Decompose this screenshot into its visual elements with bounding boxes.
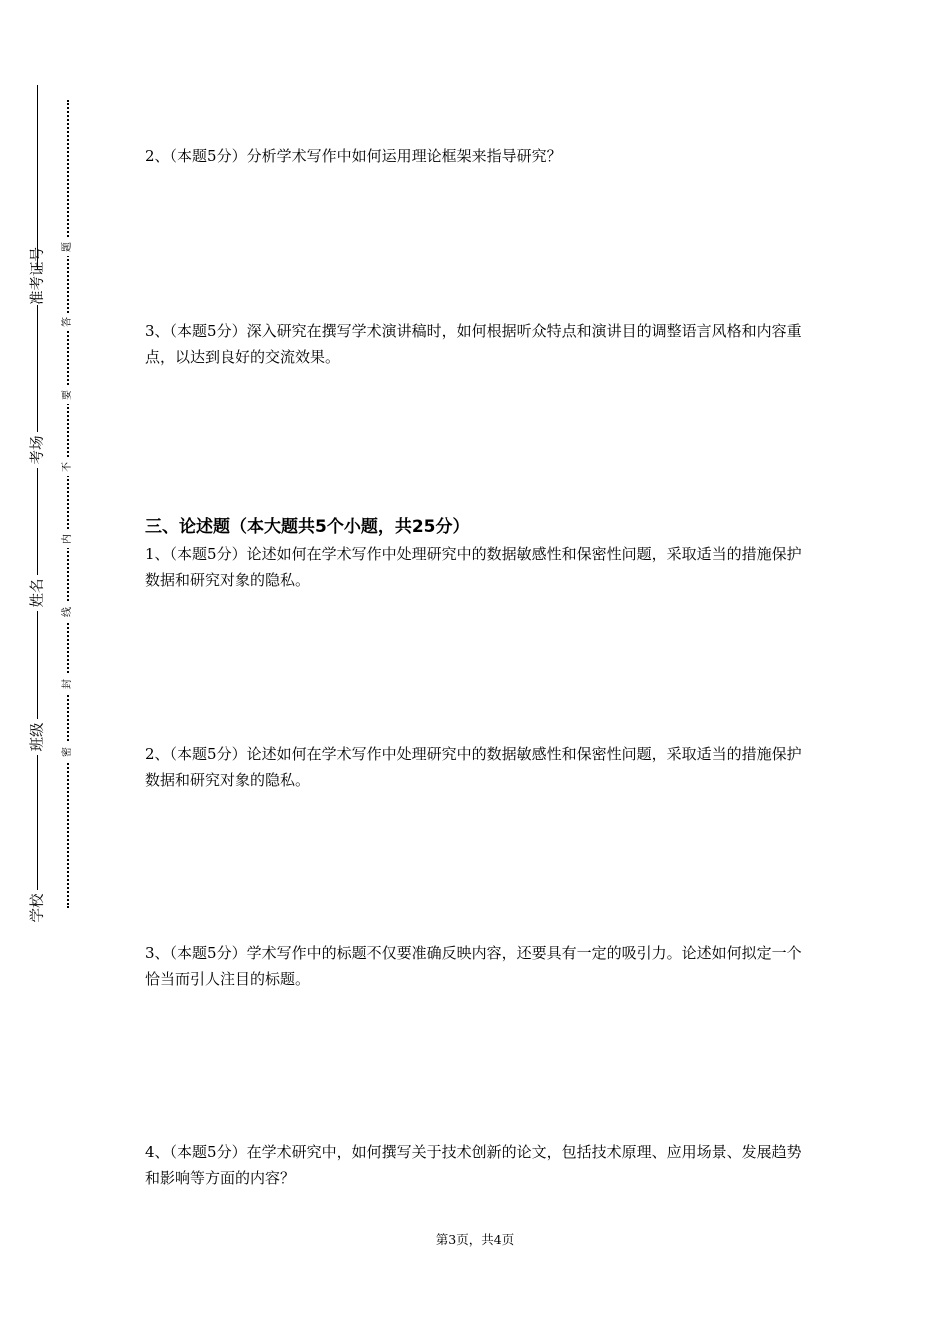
seal-char: 题 [61, 238, 75, 256]
seal-char: 封 [61, 675, 75, 693]
question-2-3: 3、（本题5分）深入研究在撰写学术演讲稿时，如何根据听众特点和演讲目的调整语言风格和内容重点，以达到良好的交流效果。 [145, 322, 802, 366]
seal-char: 密 [61, 743, 75, 761]
question-3-2: 2、（本题5分）论述如何在学术写作中处理研究中的数据敏感性和保密性问题，采取适当的措施保护数据和研究对象的隐私。 [145, 745, 802, 789]
class-label: 班级 [28, 719, 48, 755]
question-2-2: 2、（本题5分）分析学术写作中如何运用理论框架来指导研究？ [145, 147, 562, 165]
seal-char: 内 [61, 530, 75, 548]
page-footer: 第3页，共4页 [435, 1232, 515, 1247]
seal-char: 答 [61, 313, 75, 331]
seal-char: 要 [61, 386, 75, 404]
school-label: 学校 [28, 890, 48, 926]
binding-margin [0, 0, 120, 1344]
question-3-4: 4、（本题5分）在学术研究中，如何撰写关于技术创新的论文，包括技术原理、应用场景、发展趋势和影响等方面的内容？ [145, 1143, 802, 1187]
name-label: 姓名 [28, 575, 48, 611]
section-3-title: 三、论述题（本大题共5个小题，共25分） [145, 517, 470, 537]
question-3-1: 1、（本题5分）论述如何在学术写作中处理研究中的数据敏感性和保密性问题，采取适当的措施保护数据和研究对象的隐私。 [145, 545, 802, 589]
seal-dotted-line [67, 100, 69, 908]
seal-char: 线 [61, 603, 75, 621]
exam-number-label: 准考证号 [30, 247, 46, 305]
question-3-3: 3、（本题5分）学术写作中的标题不仅要准确反映内容，还要具有一定的吸引力。论述如何拟定一个恰当而引人注目的标题。 [145, 944, 802, 988]
binding-solid-line [37, 85, 38, 920]
exam-room-label: 考场 [28, 432, 48, 468]
seal-char: 不 [61, 458, 75, 476]
